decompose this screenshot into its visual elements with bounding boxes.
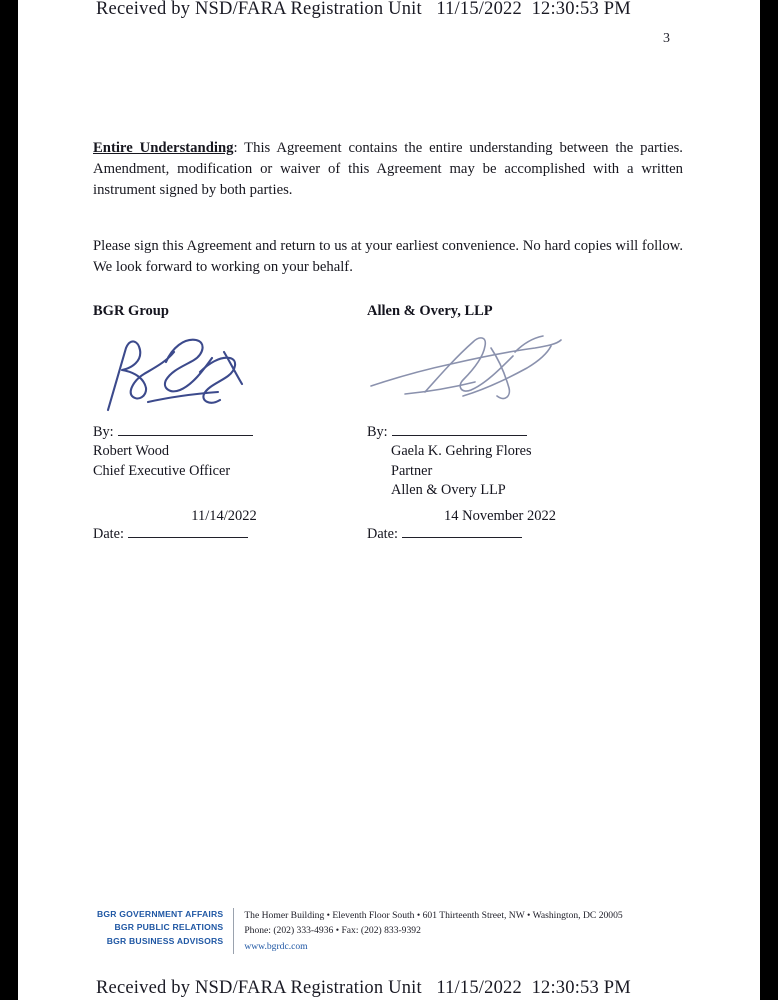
page-right-margin-bar xyxy=(760,0,778,1000)
by-line-allen-overy xyxy=(367,423,627,441)
signature-heading-allen-overy: Allen & Overy, LLP xyxy=(367,303,493,319)
paragraph-entire-understanding xyxy=(93,138,683,201)
handwritten-signature-robert-wood xyxy=(96,332,261,422)
date-line-allen-overy xyxy=(367,526,522,542)
footer-address: The Homer Building • Eleventh Floor South • 601 Thirteenth Street, NW • Washington, DC 20005 xyxy=(244,910,623,921)
paragraph-closing: Please sign this Agreement and return to us at your earliest convenience. No hard copies will follow. We look forward to working on your behalf. xyxy=(93,238,683,275)
entire-understanding-label: Entire Understanding xyxy=(93,140,234,156)
page-number: 3 xyxy=(663,31,670,46)
page-footer xyxy=(97,908,623,954)
footer-brand-line-2: BGR PUBLIC RELATIONS xyxy=(114,922,224,933)
signer-title-allen-overy: Partner xyxy=(391,462,433,479)
date-underline-allen-overy xyxy=(402,526,522,538)
footer-brand-line-1: BGR GOVERNMENT AFFAIRS xyxy=(97,909,224,919)
signer-name-bgr: Robert Wood xyxy=(93,443,170,460)
date-line-bgr xyxy=(93,526,248,542)
signature-block-allen-overy xyxy=(367,423,627,499)
by-label-allen-overy: By: xyxy=(367,424,388,440)
signer-firm-allen-overy: Allen & Overy LLP xyxy=(391,481,506,498)
page-left-margin-bar xyxy=(0,0,18,1000)
signature-block-bgr xyxy=(93,423,343,480)
date-value-allen-overy: 14 November 2022 xyxy=(444,508,556,524)
footer-brand-lines xyxy=(97,908,233,948)
footer-contact-info xyxy=(244,908,622,954)
by-signature-line-bgr xyxy=(118,424,253,436)
footer-phone-fax: Phone: (202) 333-4936 • Fax: (202) 833-9392 xyxy=(244,925,421,937)
footer-brand-line-3: BGR BUSINESS ADVISORS xyxy=(106,935,224,946)
date-block-allen-overy xyxy=(367,508,595,543)
date-underline-bgr xyxy=(128,526,248,538)
by-line-bgr xyxy=(93,423,343,441)
date-value-bgr: 11/14/2022 xyxy=(191,508,257,524)
footer-website[interactable]: www.bgrdc.com xyxy=(244,940,308,952)
date-label-bgr: Date: xyxy=(93,526,124,543)
date-block-bgr xyxy=(93,508,319,543)
signer-name-allen-overy: Gaela K. Gehring Flores xyxy=(391,443,532,460)
date-label-allen-overy: Date: xyxy=(367,526,398,543)
entire-understanding-text: : This Agreement contains the entire understanding between the parties. Amendment, modification or waiver of this Agreement may be accomplished with a written instrument signed by both parties. xyxy=(93,140,683,198)
fara-stamp-top: Received by NSD/FARA Registration Unit 11/15/2022 12:30:53 PM xyxy=(96,0,631,19)
signer-title-bgr: Chief Executive Officer xyxy=(93,462,231,479)
fara-stamp-bottom: Received by NSD/FARA Registration Unit 11/15/2022 12:30:53 PM xyxy=(96,978,631,998)
by-label-bgr: By: xyxy=(93,424,114,440)
footer-divider xyxy=(233,908,234,954)
by-signature-line-allen-overy xyxy=(392,424,527,436)
signature-heading-bgr: BGR Group xyxy=(93,303,169,319)
handwritten-signature-gaela-gehring-flores xyxy=(365,330,565,420)
